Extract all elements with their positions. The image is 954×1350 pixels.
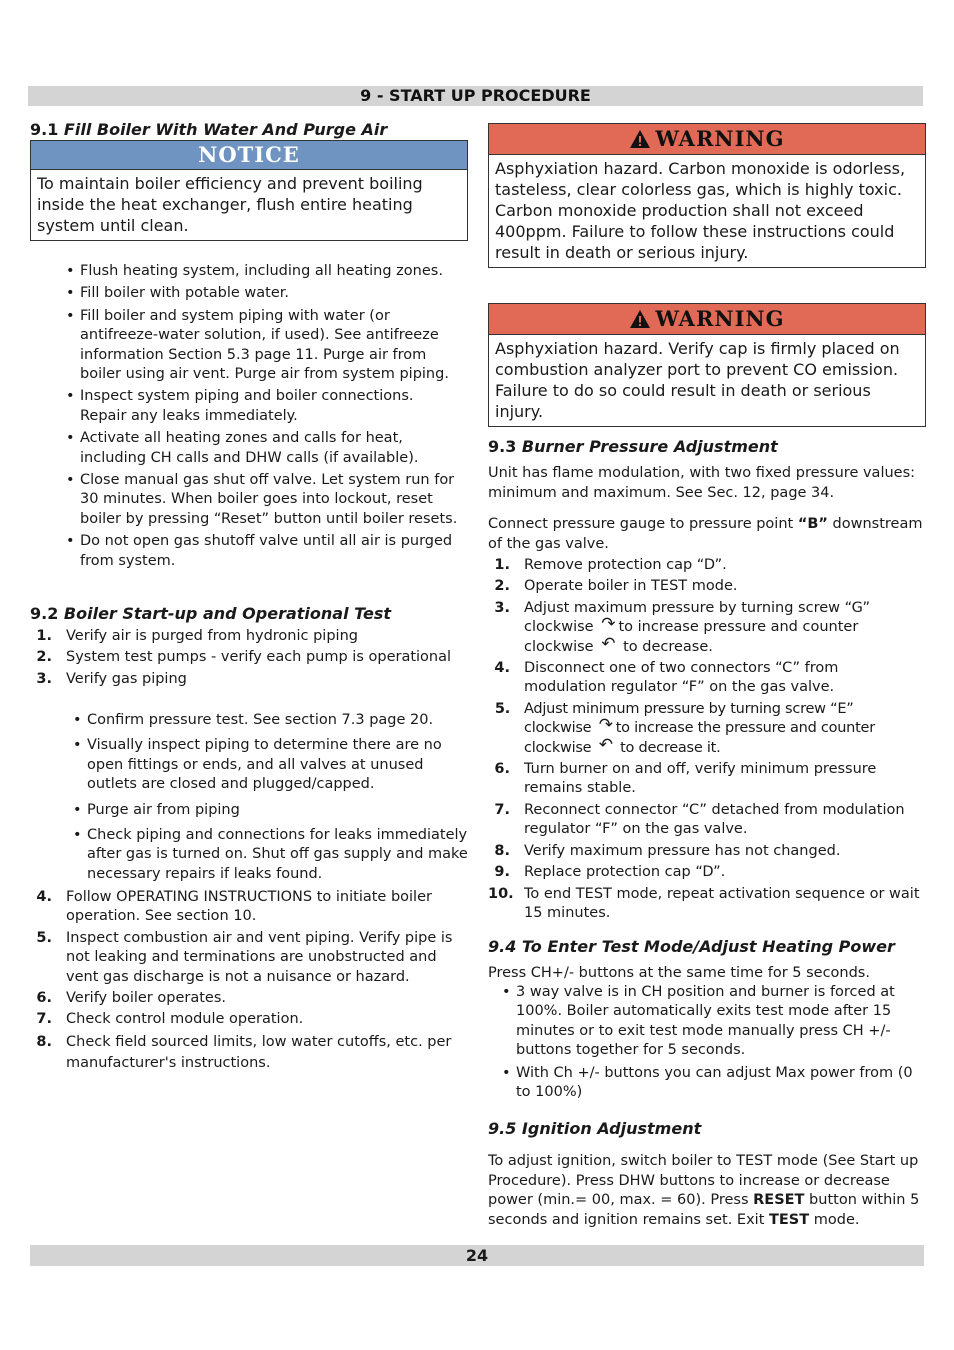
list-item: 7. Reconnect connector “C” detached from modulation regulator “F” on the gas valve. (494, 801, 905, 838)
list-item: 5. Adjust minimum pressure by turning screw “E” clockwise ↷ to increase the pressure and counter clockwise ↶ to decrease it. (494, 700, 875, 756)
list-item: • With Ch +/- buttons you can adjust Max power from (0 to 100%) (502, 1064, 913, 1101)
notice-label: NOTICE (31, 141, 467, 170)
list-item: • Fill boiler and system piping with water (or antifreeze-water solution, if used). See antifreeze information Section 5.3 page 11. Purge air from boiler using air vent. Purge air from system piping. (66, 307, 449, 383)
startup-steps-a (30, 627, 462, 691)
warning-header (489, 304, 925, 335)
notice-box (30, 140, 468, 241)
list-item: 6. Turn burner on and off, verify minimum pressure remains stable. (494, 761, 877, 797)
list-item: • Flush heating system, including all heating zones. (66, 263, 443, 279)
warning-text: Asphyxiation hazard. Verify cap is firmly placed on combustion analyzer port to prevent CO emission. Failure to do so could result in death or serious injury. (495, 339, 900, 421)
burner-intro: Unit has flame modulation, with two fixed pressure values: minimum and maximum. See Sec. 12, page 34. (488, 465, 916, 501)
counter-clockwise-arrow-icon: ↶ (598, 734, 613, 755)
startup-steps-b (30, 888, 462, 1076)
warning-box-cap (488, 303, 926, 427)
list-item: 9. Replace protection cap “D”. (494, 864, 726, 881)
warning-header (489, 124, 925, 155)
list-item: 1. Verify air is purged from hydronic piping (36, 628, 358, 644)
list-item: 6. Verify boiler operates. (36, 990, 226, 1007)
section-header: 9 - START UP PROCEDURE (28, 86, 923, 106)
list-item: 8. Verify maximum pressure has not changed. (494, 842, 841, 859)
warning-triangle-icon (629, 129, 651, 149)
clockwise-arrow-icon: ↷ (598, 715, 613, 736)
list-item: 2. Operate boiler in TEST mode. (494, 578, 738, 595)
list-item: 5. Inspect combustion air and vent piping. Verify pipe is not leaking and terminations are unobstructed and vent gas discharge is not a nuisance or hazard. (36, 929, 453, 985)
list-item: 1. Remove protection cap “D”. (494, 557, 727, 573)
list-item: 8. Check field sourced limits, low water cutoffs, etc. per manufacturer's instructions. (36, 1033, 452, 1071)
warning-box-co (488, 123, 926, 268)
list-item: 3. Adjust maximum pressure by turning screw “G” clockwise ↷ to increase pressure and counter clockwise ↶ to decrease. (494, 599, 871, 655)
test-mode-list (502, 983, 920, 1105)
section-9-5-title: 9.5 Ignition Adjustment (488, 1119, 702, 1138)
list-item: • 3 way valve is in CH position and burner is forced at 100%. Boiler automatically exits test mode after 15 minutes or to exit test mode manually press CH +/- buttons together for 5 seconds. (502, 984, 895, 1059)
list-item: • Close manual gas shut off valve. Let system run for 30 minutes. When boiler goes into lockout, reset boiler by pressing “Reset” button until boiler resets. (66, 472, 458, 527)
warning-triangle-icon (629, 309, 651, 329)
list-item: 3. Verify gas piping (36, 670, 187, 687)
list-item: • Purge air from piping (73, 801, 240, 818)
warning-text: Asphyxiation hazard. Carbon monoxide is odorless, tasteless, clear colorless gas, which is highly toxic. Carbon monoxide production shall not exceed 400ppm. Failure to follow these instructions could result in death or serious injury. (495, 159, 906, 262)
section-9-3-title: 9.3 Burner Pressure Adjustment (488, 437, 778, 456)
page-number: 24 (30, 1245, 924, 1266)
list-item: • Inspect system piping and boiler connections. Repair any leaks immediately. (66, 388, 414, 424)
warning-label: WARNING (655, 306, 785, 331)
list-item: • Confirm pressure test. See section 7.3 page 20. (73, 712, 434, 728)
section-9-1-title: 9.1 Fill Boiler With Water And Purge Air (30, 120, 388, 139)
test-mode-intro: Press CH+/- buttons at the same time for 5 seconds. (488, 965, 870, 981)
warning-label: WARNING (655, 126, 785, 151)
list-item: 2. System test pumps - verify each pump is operational (36, 649, 452, 666)
section-9-4-title: 9.4 To Enter Test Mode/Adjust Heating Power (488, 937, 895, 956)
list-item: • Activate all heating zones and calls for heat, including CH calls and DHW calls (if available). (66, 430, 419, 466)
gas-piping-sublist (73, 711, 469, 887)
list-item: • Check piping and connections for leaks immediately after gas is turned on. Shut off gas supply and make necessary repairs if leaks found. (73, 827, 468, 882)
list-item: 4. Disconnect one of two connectors “C” from modulation regulator “F” on the gas valve. (494, 660, 839, 696)
counter-clockwise-arrow-icon: ↶ (601, 633, 616, 654)
fill-purge-list (66, 262, 460, 574)
clockwise-arrow-icon: ↷ (601, 614, 616, 635)
list-item: 4. Follow OPERATING INSTRUCTIONS to initiate boiler operation. See section 10. (36, 889, 432, 925)
section-9-2-title: 9.2 Boiler Start-up and Operational Test (30, 604, 391, 623)
gauge-connect-text: Connect pressure gauge to pressure point “B” downstream of the gas valve. (488, 516, 923, 552)
burner-steps (488, 556, 924, 925)
ignition-text: To adjust ignition, switch boiler to TEST mode (See Start up Procedure). Press DHW buttons to increase or decrease power (min.= 00, max. = 60). Press RESET button within 5 seconds and ignition remains set. Exit TEST mode. (488, 1153, 920, 1228)
list-item: 7. Check control module operation. (36, 1011, 304, 1028)
notice-text: To maintain boiler efficiency and prevent boiling inside the heat exchanger, flush entire heating system until clean. (37, 174, 423, 235)
list-item: • Do not open gas shutoff valve until all air is purged from system. (66, 533, 453, 569)
list-item: • Fill boiler with potable water. (66, 285, 289, 302)
list-item: 10. To end TEST mode, repeat activation sequence or wait 15 minutes. (488, 885, 920, 921)
list-item: • Visually inspect piping to determine there are no open fittings or ends, and all valves at unused outlets are closed and plugged/capped. (73, 737, 442, 793)
